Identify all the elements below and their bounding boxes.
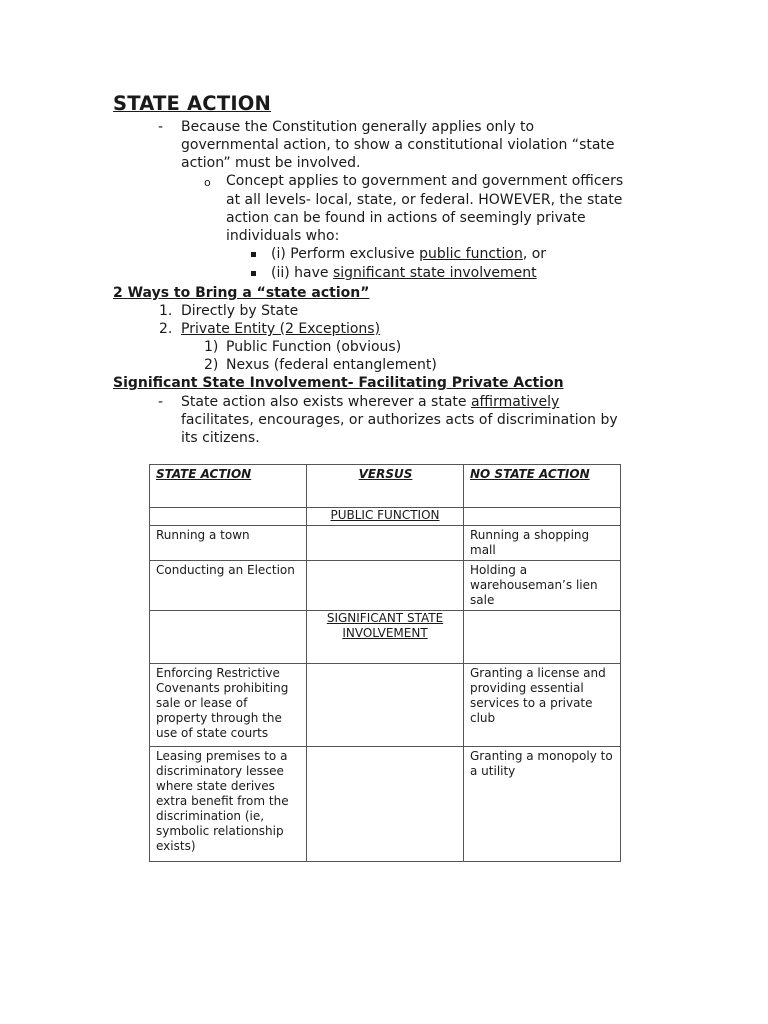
concept-line: Concept applies to government and government officers	[226, 173, 624, 189]
table-cell: Conducting an Election	[150, 561, 307, 611]
bullet-item: (i) Perform exclusive public function, or	[271, 246, 547, 262]
table-row	[150, 747, 621, 862]
document-title: STATE ACTION	[113, 92, 272, 115]
list-number: 1.	[159, 303, 173, 319]
significant-heading: Significant State Involvement- Facilitating Private Action	[113, 375, 564, 391]
table-cell: Running a shopping mall	[464, 526, 621, 561]
concept-line: action can be found in actions of seemingly private	[226, 210, 586, 226]
table-cell: Enforcing Restrictive Covenants prohibiting sale or lease of property through the use of state courts	[150, 664, 307, 747]
square-bullet-icon	[251, 271, 256, 276]
header-state-action: STATE ACTION	[150, 465, 307, 508]
concept-line: at all levels- local, state, or federal. HOWEVER, the state	[226, 192, 623, 208]
significant-line: facilitates, encourages, or authorizes acts of discrimination by	[181, 412, 618, 428]
table-header-row	[150, 465, 621, 508]
sub-list-number: 2)	[204, 357, 219, 373]
ways-heading: 2 Ways to Bring a “state action”	[113, 285, 370, 301]
square-bullet-icon	[251, 252, 256, 257]
concept-line: individuals who:	[226, 228, 340, 244]
table-cell	[307, 664, 464, 747]
public-function-text: public function	[419, 246, 523, 262]
sub-list-item: Public Function (obvious)	[226, 339, 402, 355]
intro-line: action” must be involved.	[181, 155, 361, 171]
list-item: Directly by State	[181, 303, 299, 319]
table-row	[150, 561, 621, 611]
intro-line: governmental action, to show a constitutional violation “state	[181, 137, 615, 153]
table-cell	[150, 611, 307, 664]
significant-state-involvement-text: significant state involvement	[332, 265, 537, 281]
table-cell	[307, 526, 464, 561]
table-cell	[464, 508, 621, 526]
table-cell: Holding a warehouseman’s lien sale	[464, 561, 621, 611]
table-cell	[150, 508, 307, 526]
bullet-item: (ii) have significant state involvement	[271, 265, 537, 281]
sub-list-item: Nexus (federal entanglement)	[226, 357, 437, 373]
table-row	[150, 526, 621, 561]
section-public-function: PUBLIC FUNCTION	[307, 508, 464, 526]
table-section-row	[150, 611, 621, 664]
dash-marker: -	[158, 394, 164, 410]
list-number: 2.	[159, 321, 173, 337]
table-row	[150, 664, 621, 747]
header-versus: VERSUS	[307, 465, 464, 508]
dash-marker: -	[158, 119, 164, 135]
table-cell	[307, 561, 464, 611]
sub-list-number: 1)	[204, 339, 219, 355]
table-cell: Granting a license and providing essential services to a private club	[464, 664, 621, 747]
significant-line: its citizens.	[181, 430, 260, 446]
table-cell: Leasing premises to a discriminatory lessee where state derives extra benefit from the discrimination (ie, symbolic relationship exists)	[150, 747, 307, 862]
table-cell: Granting a monopoly to a utility	[464, 747, 621, 862]
table-cell: Running a town	[150, 526, 307, 561]
comparison-table	[149, 464, 621, 862]
section-significant-state-involvement: SIGNIFICANT STATE INVOLVEMENT	[307, 611, 464, 664]
intro-line: Because the Constitution generally applies only to	[181, 119, 535, 135]
significant-line: State action also exists wherever a state affirmatively	[181, 394, 560, 410]
list-item: Private Entity (2 Exceptions)	[181, 321, 381, 337]
header-no-state-action: NO STATE ACTION	[464, 465, 621, 508]
table-section-row	[150, 508, 621, 526]
affirmatively-text: affirmatively	[470, 394, 560, 410]
table-cell	[464, 611, 621, 664]
circle-marker: o	[204, 176, 211, 189]
table-cell	[307, 747, 464, 862]
